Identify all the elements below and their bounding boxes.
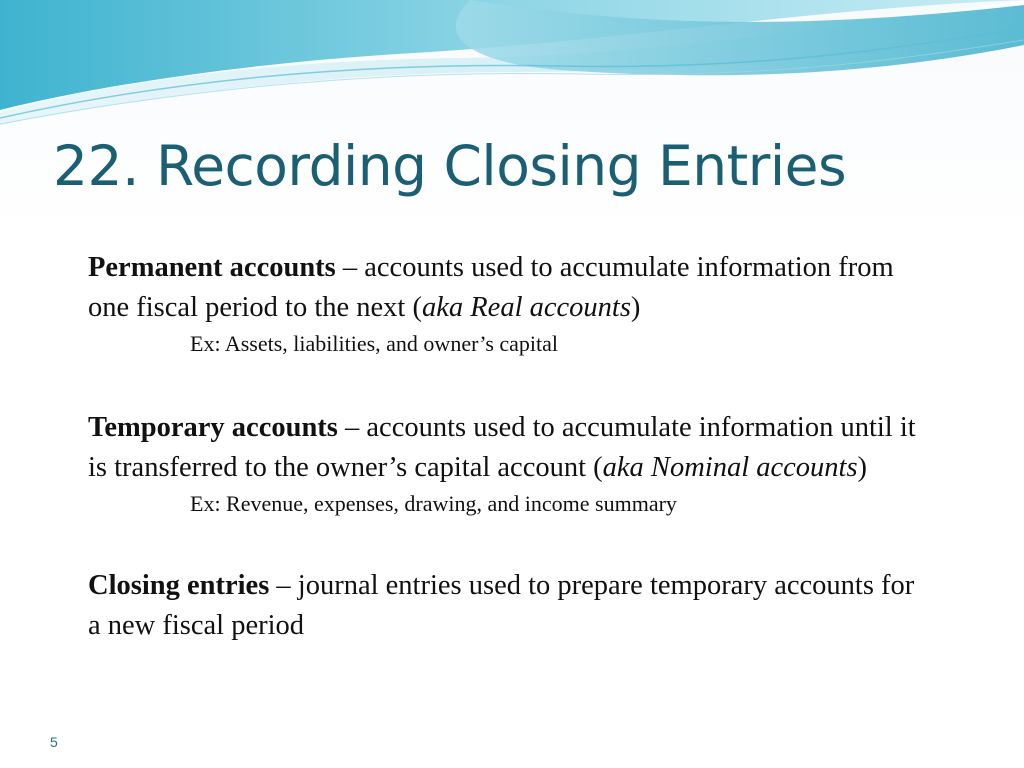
closing-entries-term: Closing entries [88,570,270,601]
temporary-accounts-definition-text: – accounts used to accumulate information until it is transferred to the owner’s capital account ( [88,412,916,483]
temporary-accounts-aka: aka Nominal accounts [602,452,858,483]
permanent-accounts-definition [88,248,918,328]
temporary-accounts-example: Ex: Revenue, expenses, drawing, and income summary [190,491,677,516]
temporary-accounts-close-paren: ) [857,452,868,483]
slide-body [88,248,918,646]
permanent-accounts-example: Ex: Assets, liabilities, and owner’s capital [190,331,559,356]
permanent-accounts-aka: aka Real accounts [421,292,631,323]
permanent-accounts-definition-text: – accounts used to accumulate information from one fiscal period to the next ( [88,252,894,323]
closing-entries-definition-text: – journal entries used to prepare temporary accounts for a new fiscal period [88,570,915,641]
permanent-accounts-term: Permanent accounts [88,252,336,283]
closing-entries-definition [88,566,918,646]
page-number: 5 [50,734,58,750]
temporary-accounts-definition [88,408,918,488]
temporary-accounts-term: Temporary accounts [88,412,338,443]
permanent-accounts-close-paren: ) [630,292,641,323]
header-wave-decoration [0,0,1024,140]
slide-title: 22. Recording Closing Entries [53,134,847,198]
